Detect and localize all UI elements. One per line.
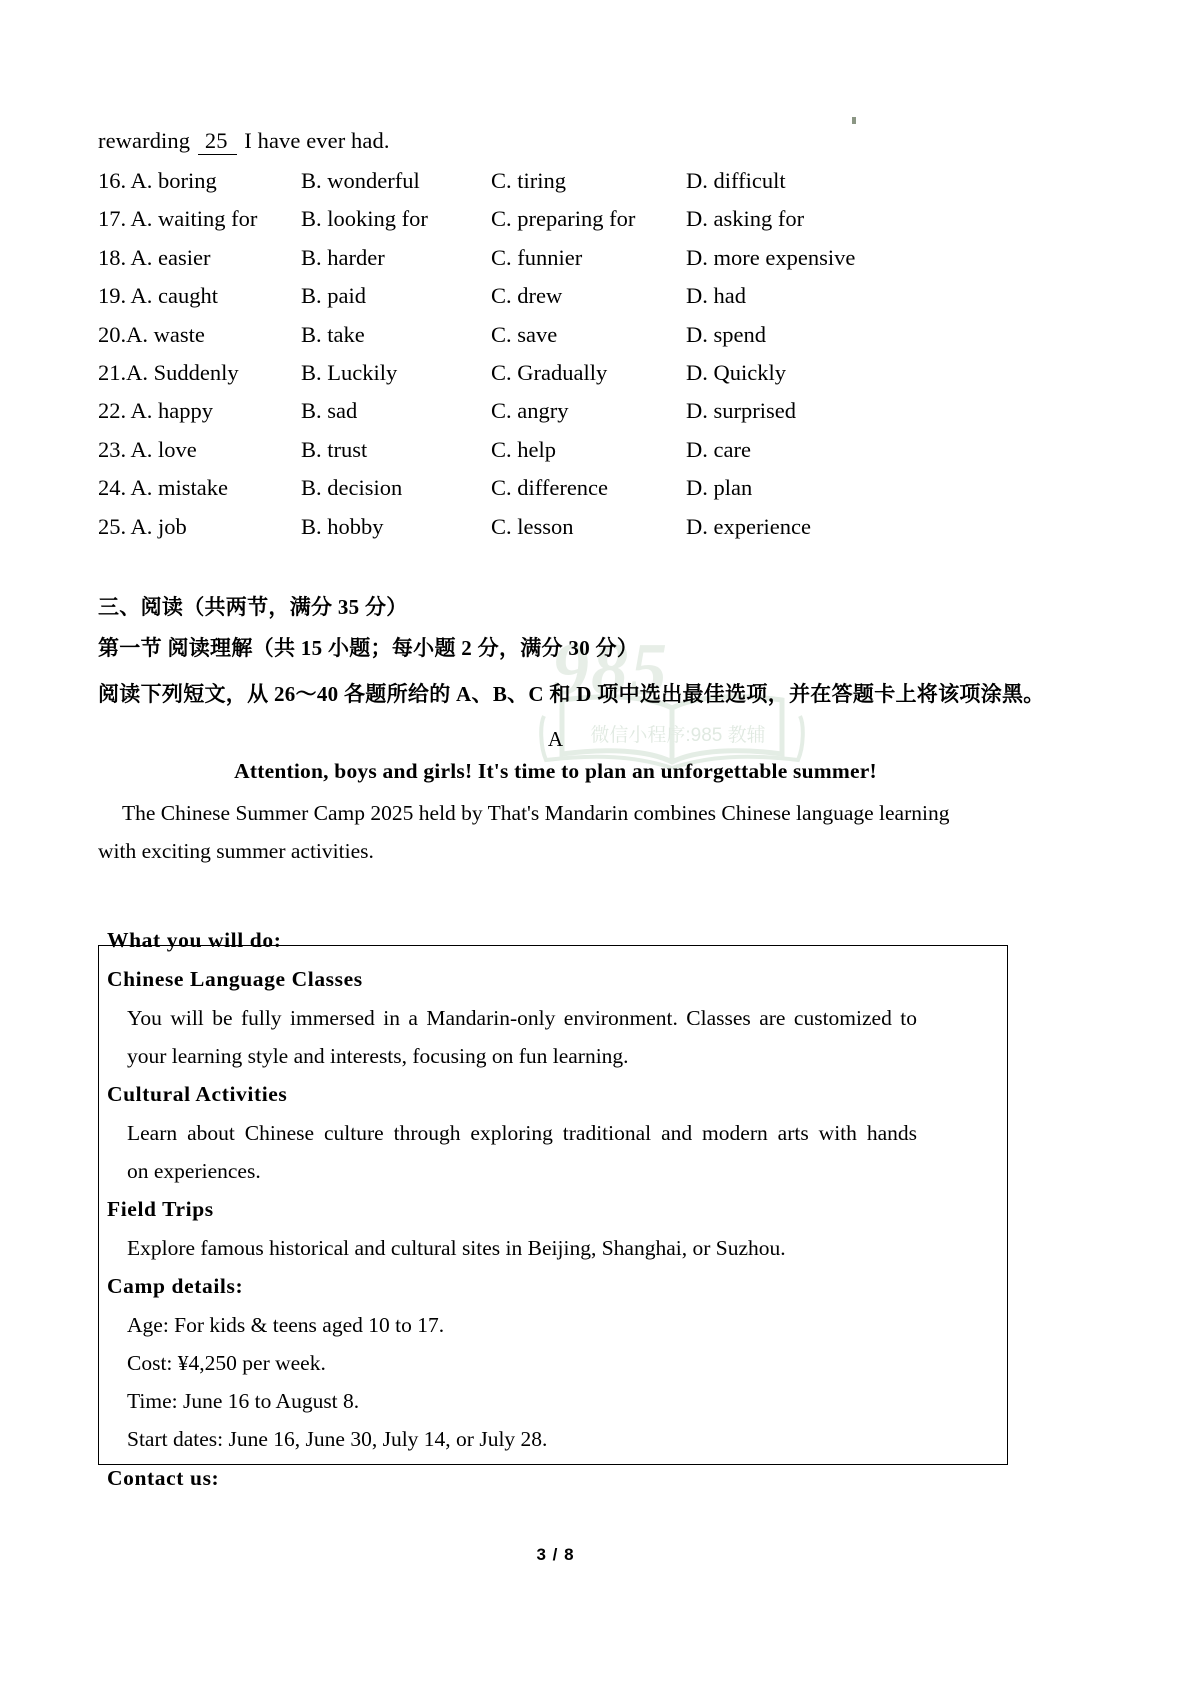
mcq-row (98, 514, 1013, 552)
mcq-option-b[interactable]: B. looking for (301, 206, 428, 232)
camp-detail-age: Age: For kids & teens aged 10 to 17. (127, 1313, 445, 1337)
mcq-option-c[interactable]: C. Gradually (491, 359, 608, 385)
mcq-option-a[interactable]: 18. A. easier (98, 244, 211, 270)
mcq-option-b[interactable]: B. hobby (301, 513, 384, 539)
mcq-option-a[interactable]: 16. A. boring (98, 168, 217, 193)
mcq-option-b[interactable]: B. paid (301, 283, 366, 309)
section-heading-section-one: 第一节 阅读理解（共 15 小题；每小题 2 分，满分 30 分） (98, 636, 639, 660)
mcq-option-b[interactable]: B. sad (301, 398, 358, 424)
mcq-option-d[interactable]: D. experience (686, 513, 811, 539)
mcq-row (98, 398, 1013, 436)
stem-after: I have ever had. (244, 128, 390, 153)
mcq-option-b[interactable]: B. trust (301, 436, 368, 462)
section-instruction: 阅读下列短文，从 26～40 各题所给的 A、B、C 和 D 项中选出最佳选项，并在答题卡上将该项涂黑。 (98, 682, 1045, 706)
mcq-options-list (98, 168, 1013, 552)
mcq-option-d[interactable]: D. care (686, 436, 751, 462)
camp-info-box (98, 928, 1008, 1490)
stem-blank-number: 25 (198, 128, 237, 155)
camp-box-heading: What you will do: (107, 928, 282, 952)
mcq-option-b[interactable]: B. wonderful (301, 168, 420, 193)
block-line: on experiences. (127, 1159, 261, 1183)
mcq-option-b[interactable]: B. decision (301, 475, 403, 501)
mcq-option-b[interactable]: B. take (301, 321, 365, 347)
mcq-option-c[interactable]: C. drew (491, 283, 563, 309)
mcq-option-a[interactable]: 22. A. happy (98, 398, 213, 424)
mcq-option-c[interactable]: C. difference (491, 475, 609, 501)
mcq-option-c[interactable]: C. angry (491, 398, 569, 424)
watermark-number: 985 (552, 629, 669, 711)
mcq-row (98, 206, 1013, 244)
mcq-row (98, 245, 1013, 283)
mcq-option-d[interactable]: D. more expensive (686, 244, 856, 270)
cloze-stem-line (98, 128, 390, 155)
mcq-option-c[interactable]: C. funnier (491, 244, 583, 270)
block-heading-chinese-language-classes: Chinese Language Classes (107, 967, 363, 991)
mcq-option-d[interactable]: D. spend (686, 321, 766, 347)
mcq-option-d[interactable]: D. had (686, 283, 746, 309)
mcq-option-c[interactable]: C. tiring (491, 168, 567, 193)
mcq-option-c[interactable]: C. preparing for (491, 206, 636, 232)
watermark-text: 微信小程序:985 教辅 (590, 725, 766, 746)
camp-detail-start-dates: Start dates: June 16, June 30, July 14, or July 28. (127, 1427, 548, 1451)
mcq-option-d[interactable]: D. plan (686, 475, 753, 501)
section-heading-part-three: 三、阅读（共两节，满分 35 分） (98, 595, 408, 619)
mcq-option-b[interactable]: B. harder (301, 244, 385, 270)
block-line: Explore famous historical and cultural sites in Beijing, Shanghai, or Suzhou. (127, 1236, 786, 1260)
mcq-row (98, 360, 1013, 398)
block-heading-field-trips: Field Trips (107, 1197, 214, 1221)
block-heading-cultural-activities: Cultural Activities (107, 1082, 288, 1106)
mcq-option-c[interactable]: C. lesson (491, 513, 574, 539)
mcq-option-d[interactable]: D. Quickly (686, 359, 786, 385)
stem-before: rewarding (98, 128, 191, 153)
mcq-option-a[interactable]: 21.A. Suddenly (98, 359, 239, 385)
mcq-option-c[interactable]: C. save (491, 321, 558, 347)
block-line: your learning style and interests, focusing on fun learning. (127, 1044, 629, 1068)
contact-us-heading: Contact us: (107, 1466, 220, 1490)
mcq-row (98, 322, 1013, 360)
block-line: Learn about Chinese culture through exploring traditional and modern arts with hands (127, 1121, 917, 1145)
mcq-option-a[interactable]: 25. A. job (98, 513, 187, 539)
mcq-option-a[interactable]: 23. A. love (98, 436, 197, 462)
page-footer: 3 / 8 (536, 1545, 575, 1564)
mcq-option-b[interactable]: B. Luckily (301, 359, 398, 385)
block-line: You will be fully immersed in a Mandarin-only environment. Classes are customized to (127, 1006, 917, 1030)
camp-detail-time: Time: June 16 to August 8. (127, 1389, 360, 1413)
mcq-option-d[interactable]: D. asking for (686, 206, 805, 232)
mcq-option-a[interactable]: 19. A. caught (98, 283, 218, 309)
mcq-option-a[interactable]: 20.A. waste (98, 321, 205, 347)
passage-intro-paragraph: The Chinese Summer Camp 2025 held by That's Mandarin combines Chinese language learning with exciting summer activities. (98, 801, 950, 863)
passage-title: Attention, boys and girls! It's time to plan an unforgettable summer! (234, 759, 877, 783)
camp-details-heading: Camp details: (107, 1274, 244, 1298)
mcq-row (98, 437, 1013, 475)
mcq-option-a[interactable]: 24. A. mistake (98, 475, 228, 501)
mcq-row (98, 475, 1013, 513)
scan-artifact-mark (852, 117, 856, 124)
mcq-row (98, 283, 1013, 321)
mcq-option-c[interactable]: C. help (491, 436, 556, 462)
mcq-option-d[interactable]: D. surprised (686, 398, 796, 424)
mcq-option-a[interactable]: 17. A. waiting for (98, 206, 258, 232)
mcq-option-d[interactable]: D. difficult (686, 168, 786, 193)
page-content (98, 0, 1045, 1683)
mcq-row (98, 168, 1013, 206)
passage-letter: A (547, 727, 564, 751)
camp-detail-cost: Cost: ¥4,250 per week. (127, 1351, 326, 1375)
